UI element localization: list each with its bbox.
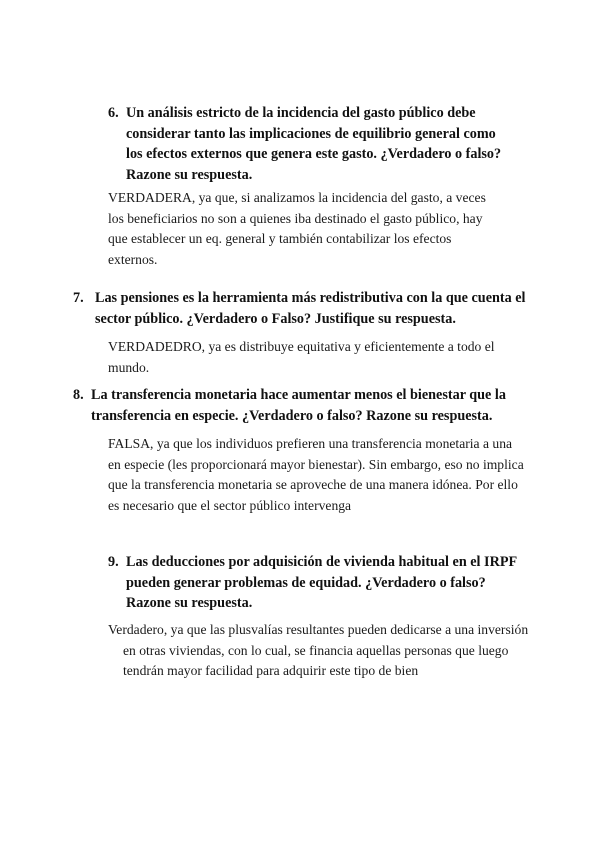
question-8-number: 8. — [73, 387, 84, 403]
question-6 — [108, 103, 508, 185]
question-7 — [73, 288, 535, 329]
question-6-text: Un análisis estricto de la incidencia del gasto público debe considerar tanto las implicaciones de equilibrio general como los efectos externos que genera este gasto. ¿Verdadero o falso? Razone su respuesta. — [126, 105, 502, 183]
question-6-number: 6. — [108, 105, 119, 121]
question-8 — [73, 385, 523, 426]
question-9-text: Las deducciones por adquisición de vivienda habitual en el IRPF pueden generar problemas de equidad. ¿Verdadero o falso? Razone su respuesta. — [126, 554, 517, 611]
question-9 — [108, 552, 528, 614]
question-9-number: 9. — [108, 554, 119, 570]
answer-9: Verdadero, ya que las plusvalías resultantes pueden dedicarse a una inversión en otras viviendas, con lo cual, se financia aquellas personas que luego tendrán mayor facilidad para adquirir este tipo de bien — [108, 622, 529, 678]
question-7-number: 7. — [73, 290, 84, 306]
answer-6: VERDADERA, ya que, si analizamos la incidencia del gasto, a veces los beneficiarios no son a quienes iba destinado el gasto público, hay que establecer un eq. general y también contabilizar los efectos externos. — [108, 190, 486, 267]
answer-8: FALSA, ya que los individuos prefieren una transferencia monetaria a una en especie (les proporcionará mayor bienestar). Sin embargo, eso no implica que la transferencia monetaria se aproveche de una manera idónea. Por ello es necesario que el sector público intervenga — [108, 436, 524, 513]
question-7-text: Las pensiones es la herramienta más redistributiva con la que cuenta el sector público. ¿Verdadero o Falso? Justifique su respuesta. — [95, 290, 526, 327]
question-8-text: La transferencia monetaria hace aumentar menos el bienestar que la transferencia en especie. ¿Verdadero o falso? Razone su respuesta. — [91, 387, 506, 424]
answer-7: VERDADEDRO, ya es distribuye equitativa y eficientemente a todo el mundo. — [108, 339, 495, 375]
